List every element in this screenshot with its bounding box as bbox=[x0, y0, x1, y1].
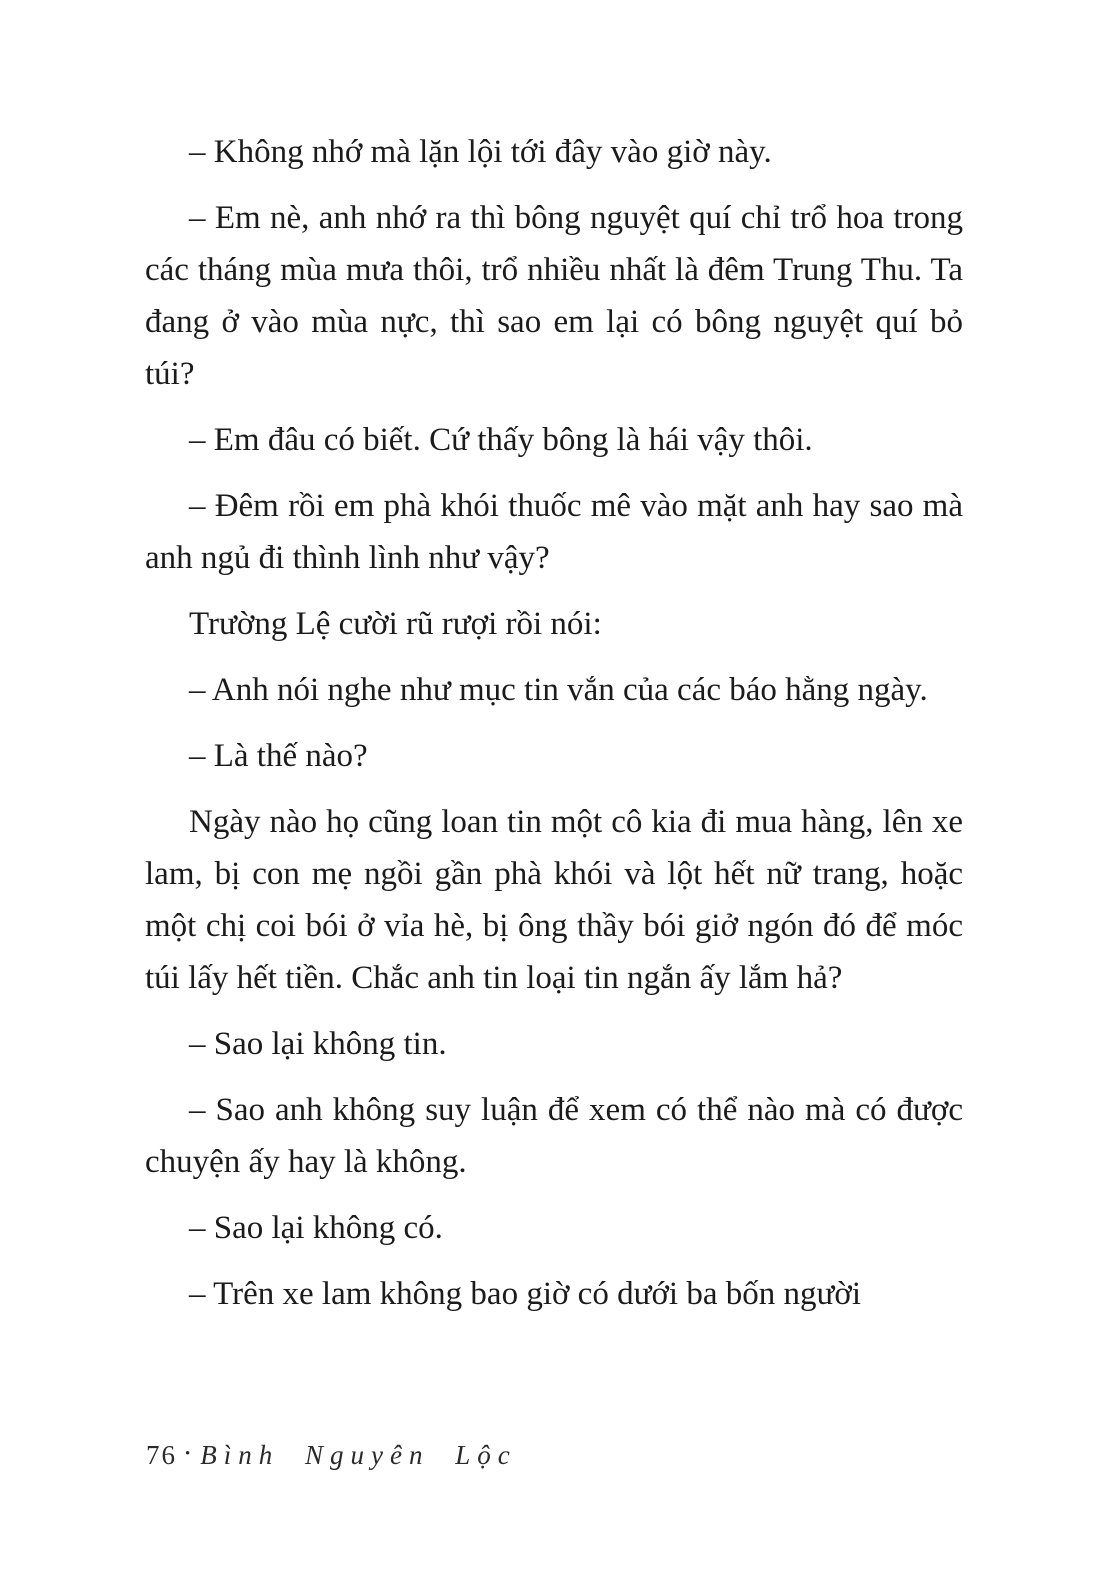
body-paragraph: – Là thế nào? bbox=[189, 738, 368, 774]
footer-separator-dot: • bbox=[185, 1446, 191, 1462]
body-paragraph: Trường Lệ cười rũ rượi rồi nói: bbox=[189, 606, 602, 642]
body-text bbox=[145, 126, 963, 1334]
body-paragraph: – Không nhớ mà lặn lội tới đây vào giờ này. bbox=[189, 134, 772, 170]
body-paragraph: – Trên xe lam không bao giờ có dưới ba bốn người bbox=[189, 1276, 861, 1312]
body-paragraph: – Em đâu có biết. Cứ thấy bông là hái vậy thôi. bbox=[189, 422, 813, 458]
page-number: 76 bbox=[146, 1440, 177, 1470]
body-paragraph: – Sao anh không suy luận để xem có thể nào mà có được chuyện ấy hay là không. bbox=[145, 1092, 963, 1180]
body-paragraph: – Em nè, anh nhớ ra thì bông nguyệt quí chỉ trổ hoa trong các tháng mùa mưa thôi, trổ nhiều nhất là đêm Trung Thu. Ta đang ở vào mùa nực, thì sao em lại có bông nguyệt quí bỏ túi? bbox=[145, 200, 963, 392]
body-paragraph: – Anh nói nghe như mục tin vắn của các báo hằng ngày. bbox=[189, 672, 928, 708]
running-header-author: Bình Nguyên Lộc bbox=[200, 1440, 517, 1470]
body-paragraph: Ngày nào họ cũng loan tin một cô kia đi mua hàng, lên xe lam, bị con mẹ ngồi gần phà khói và lột hết nữ trang, hoặc một chị coi bói ở vỉa hè, bị ông thầy bói giở ngón đó để móc túi lấy hết tiền. Chắc anh tin loại tin ngắn ấy lắm hả? bbox=[145, 804, 963, 996]
body-paragraph: – Đêm rồi em phà khói thuốc mê vào mặt anh hay sao mà anh ngủ đi thình lình như vậy? bbox=[145, 488, 963, 576]
body-paragraph: – Sao lại không tin. bbox=[189, 1026, 447, 1062]
page-footer bbox=[146, 1436, 517, 1473]
body-paragraph: – Sao lại không có. bbox=[189, 1210, 443, 1246]
